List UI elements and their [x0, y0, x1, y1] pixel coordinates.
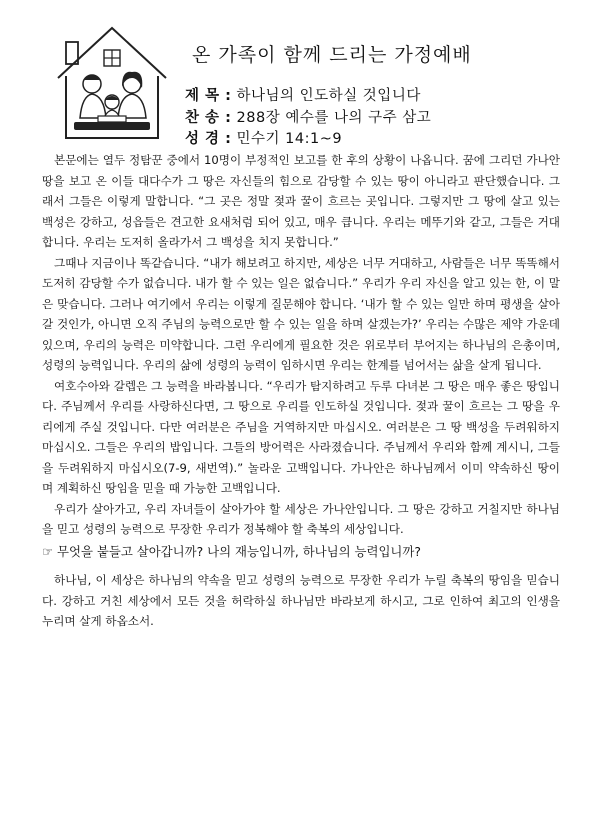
hymn-value: 288장 예수를 나의 구주 삼고 — [236, 110, 432, 126]
page-title: 온 가족이 함께 드리는 가정예배 — [192, 44, 472, 66]
sermon-body — [42, 150, 560, 632]
paragraph-4: 우리가 살아가고, 우리 자녀들이 살아가야 할 세상은 가나안입니다. 그 땅은 강하고 거칠지만 하나님을 믿고 성령의 능력으로 무장한 우리가 정복해야 할 축복의 세상입니다. — [42, 501, 560, 536]
reflection-question: ☞ 무엇을 붙들고 살아갑니까? 나의 재능입니까, 하나님의 능력입니까? — [42, 543, 421, 559]
topic-label: 제 목 : — [185, 88, 232, 104]
paragraph-1: 본문에는 열두 정탐꾼 중에서 10명이 부정적인 보고를 한 후의 상황이 나옵니다. 꿈에 그리던 가나안 땅을 보고 온 이들 대다수가 그 땅은 자신들의 힘으로 감당할 수 있는 땅이 아니라고 판단했습니다. 그래서 그들은 이렇게 말합니다. “그 곳은 정말 젖과 꿀이 흐르는 곳입니다. 그렇지만 그 땅에 살고 있는 백성은 강하고, 성읍들은 견고한 요새처럼 되어 있고, 매우 큽니다. 우리는 메뚜기와 같고, 그들은 거대합니다. 우리는 도저히 올라가서 그 백성을 치지 못합니다.” — [42, 153, 560, 249]
topic-value: 하나님의 인도하실 것입니다 — [236, 88, 421, 104]
scripture-label: 성 경 : — [185, 131, 232, 147]
hymn-line — [185, 106, 431, 127]
paragraph-3: 여호수아와 갈렙은 그 능력을 바라봅니다. “우리가 탐지하려고 두루 다녀본 그 땅은 매우 좋은 땅입니다. 주님께서 우리를 사랑하신다면, 그 땅으로 우리를 인도하실 것입니다. 젖과 꿀이 흐르는 그 땅을 우리에게 주실 것입니다. 다만 여러분은 주님을 거역하지만 마십시오. 여러분은 그 땅 백성을 두려워하지 마십시오. 그들은 우리의 밥입니다. 그들의 방어력은 사라졌습니다. 주님께서 우리와 함께 계시니, 그들을 두려워하지 마십시오(7-9, 새번역).” 놀라운 고백입니다. 가나안은 하나님께서 이미 약속하신 땅이며 계획하신 땅임을 믿을 때 가능한 고백입니다. — [42, 378, 560, 495]
family-house-illustration — [52, 22, 172, 144]
scripture-line — [185, 127, 342, 148]
prayer-paragraph: 하나님, 이 세상은 하나님의 약속을 믿고 성령의 능력으로 무장한 우리가 누릴 축복의 땅임을 믿습니다. 강하고 거친 세상에서 모든 것을 허락하실 하나님만 바라보게 하시고, 그로 인하여 최고의 인생을 누리며 살게 하옵소서. — [42, 573, 560, 628]
hymn-label: 찬 송 : — [185, 110, 232, 126]
paragraph-2: 그때나 지금이나 똑같습니다. “내가 해보려고 하지만, 세상은 너무 거대하고, 사람들은 너무 똑똑해서 도저히 감당할 수가 없습니다. 내가 할 수 있는 일은 없습니다.” 우리가 우리 자신을 알고 있는 한, 이 말은 맞습니다. 그러나 여기에서 우리는 이렇게 질문해야 합니다. ‘내가 할 수 있는 일만 하며 평생을 살아갈 것인가, 아니면 오직 주님의 능력으로만 할 수 있는 일을 하며 살겠는가?’ 우리는 수많은 제약 가운데 있으며, 우리의 능력은 미약합니다. 그런 우리에게 필요한 것은 위로부터 부어지는 하나님의 은총이며, 성령의 능력입니다. 우리의 삶에 성령의 능력이 임하시면 우리는 한계를 넘어서는 삶을 살게 됩니다. — [42, 255, 560, 372]
scripture-value: 민수기 14:1~9 — [236, 131, 343, 147]
topic-line — [185, 84, 421, 105]
